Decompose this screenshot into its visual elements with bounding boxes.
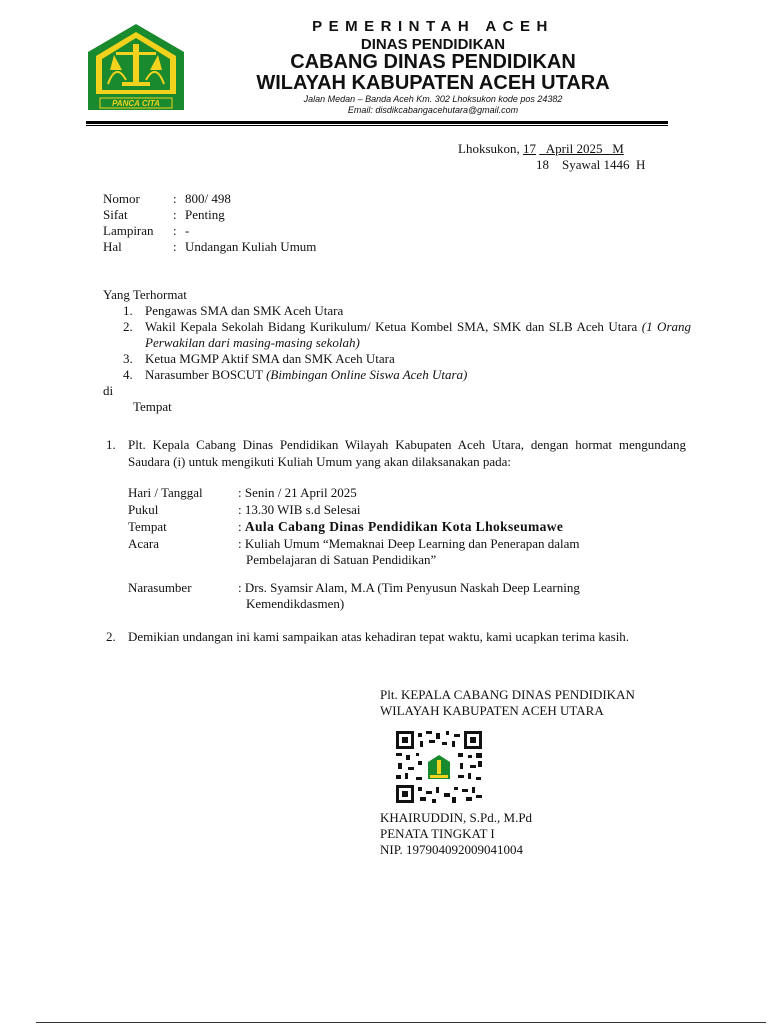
office-address: Jalan Medan – Banda Aceh Km. 302 Lhoksukon kode pos 24382 <box>303 94 563 104</box>
qr-code-icon <box>396 731 482 803</box>
meta-key: Hal <box>103 239 122 254</box>
recipient-list <box>103 303 691 383</box>
hijri-day: 18 <box>536 157 549 172</box>
meta-row-attachment: Lampiran : - <box>103 223 190 238</box>
addressee-place: Tempat <box>133 399 172 414</box>
meta-key: Sifat <box>103 207 128 222</box>
meta-row-nature: Sifat : Penting <box>103 207 225 222</box>
meta-key: Lampiran <box>103 223 154 238</box>
detail-row-event: Acara : Kuliah Umum “Memaknai Deep Learning dan Penerapan dalam Pembelajaran di Satuan Pendidikan” <box>128 535 580 567</box>
meta-value: Penting <box>185 207 225 222</box>
branch-name: CABANG DINAS PENDIDIKAN <box>290 51 576 73</box>
meta-row-subject: Hal : Undangan Kuliah Umum <box>103 239 317 254</box>
letter-date <box>458 141 678 173</box>
body-paragraph-2: 2. Demikian undangan ini kami sampaikan atas kehadiran tepat waktu, kami ucapkan terima kasih. <box>106 629 630 644</box>
letterhead-rule-thick <box>86 121 668 124</box>
signer-name: KHAIRUDDIN, S.Pd., M.Pd <box>380 810 533 825</box>
detail-row-speaker: Narasumber : Drs. Syamsir Alam, M.A (Tim Penyusun Naskah Deep Learning Kemendikdasmen) <box>128 579 580 611</box>
signer-block <box>380 810 532 858</box>
government-name: PEMERINTAH ACEH <box>312 18 554 35</box>
meta-row-number: Nomor : 800/ 498 <box>103 191 231 206</box>
meta-value: Undangan Kuliah Umum <box>185 239 317 254</box>
list-item: 4. Narasumber BOSCUT (Bimbingan Online Siswa Aceh Utara) <box>123 367 468 382</box>
detail-row-time: Pukul : 13.30 WIB s.d Selesai <box>128 501 361 517</box>
signer-nip: NIP. 197904092009041004 <box>380 842 524 857</box>
date-place: Lhoksukon, <box>458 141 520 156</box>
letterhead-rule-thin <box>86 125 668 126</box>
list-item: 2. Wakil Kepala Sekolah Bidang Kurikulum/ Ketua Kombel SMA, SMK dan SLB Aceh Utara (1 Orang Perwakilan dari masing-masing sekolah) <box>123 319 692 350</box>
list-item: 3. Ketua MGMP Aktif SMA dan SMK Aceh Utara <box>123 351 395 366</box>
date-month-year: April 2025 <box>545 141 603 156</box>
letter-meta <box>103 191 316 255</box>
panca-cita-logo-icon <box>86 22 186 114</box>
signer-rank: PENATA TINGKAT I <box>380 826 495 841</box>
office-email: Email: disdikcabangacehutara@gmail.com <box>347 105 519 115</box>
department-name: DINAS PENDIDIKAN <box>360 36 506 53</box>
meta-key: Nomor <box>103 191 140 206</box>
hijri-month-year: Syawal 1446 <box>562 157 630 172</box>
list-item: 1. Pengawas SMA dan SMK Aceh Utara <box>123 303 344 318</box>
signature-title: Plt. KEPALA CABANG DINAS PENDIDIKAN WILAYAH KABUPATEN ACEH UTARA <box>380 687 635 718</box>
greeting: Yang Terhormat <box>103 287 187 302</box>
detail-row-venue: Tempat : Aula Cabang Dinas Pendidikan Kota Lhokseumawe <box>128 519 564 534</box>
addressee-di: di <box>103 383 114 398</box>
body-paragraph-1: 1. Plt. Kepala Cabang Dinas Pendidikan Wilayah Kabupaten Aceh Utara, dengan hormat mengundang Saudara (i) untuk mengikuti Kuliah Umum yang akan dilaksanakan pada: <box>106 437 686 469</box>
hijri-suffix: H <box>636 157 646 172</box>
event-details <box>128 485 668 613</box>
meta-value: - <box>185 223 190 238</box>
meta-value: 800/ 498 <box>185 191 231 206</box>
date-day: 17 <box>523 141 536 156</box>
detail-row-date: Hari / Tanggal : Senin / 21 April 2025 <box>128 485 357 500</box>
region-name: WILAYAH KABUPATEN ACEH UTARA <box>256 72 610 94</box>
date-suffix: M <box>612 141 624 156</box>
footer-rule <box>36 1022 766 1023</box>
logo-caption: PANCA CITA <box>112 99 160 108</box>
